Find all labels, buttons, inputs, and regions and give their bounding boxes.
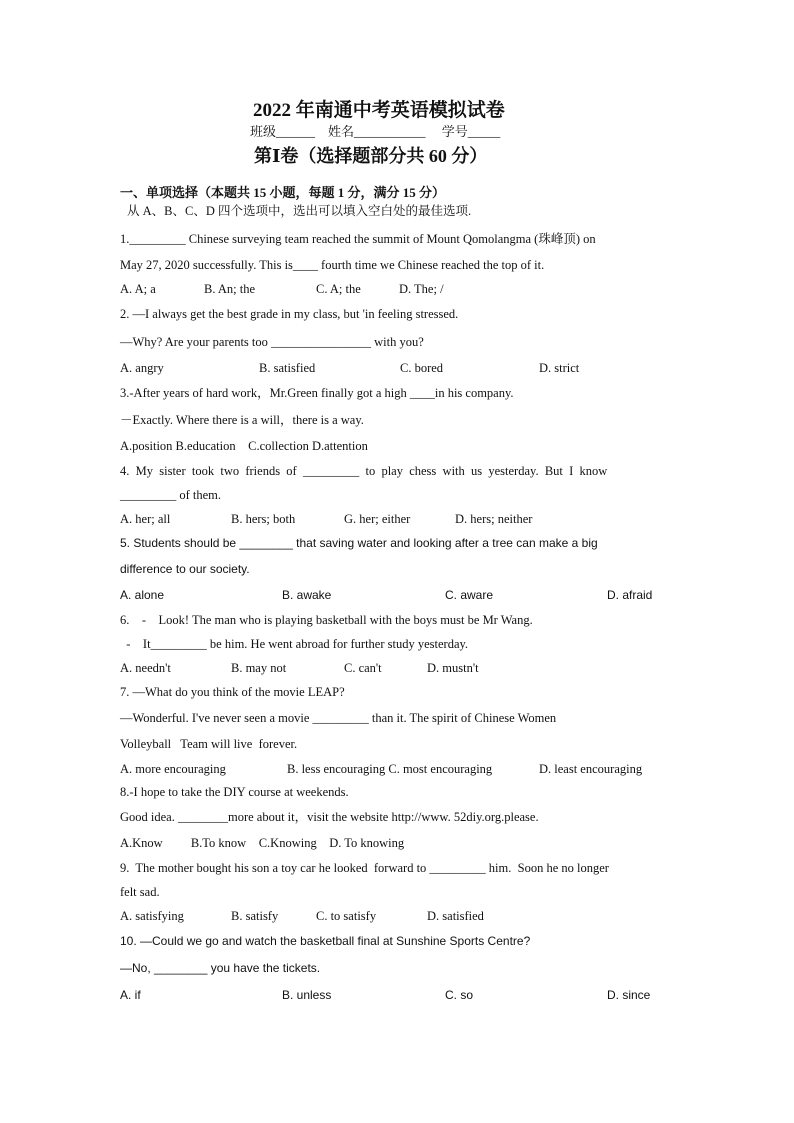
question-10-option-a: A. if	[120, 988, 141, 1002]
exam-title: 2022 年南通中考英语模拟试卷	[253, 100, 505, 121]
question-7-line-2: —Wonderful. I've never seen a movie _________ than it. The spirit of Chinese Women	[120, 711, 557, 725]
question-5-option-c: C. aware	[445, 588, 494, 602]
question-10-option-d: D. since	[607, 988, 651, 1002]
question-1-option-a: A. A; a	[120, 282, 156, 296]
question-6-line-2: - It_________ be him. He went abroad for further study yesterday.	[120, 637, 469, 651]
question-10-option-b: B. unless	[282, 988, 332, 1002]
question-1-line-1: 1._________ Chinese surveying team reached the summit of Mount Qomolangma (珠峰顶) on	[120, 232, 596, 246]
question-5-option-b: B. awake	[282, 588, 332, 602]
question-9-option-a: A. satisfying	[120, 909, 184, 923]
question-2-option-c: C. bored	[400, 361, 444, 375]
question-8-line-2: Good idea. ________more about it，visit the website http://www. 52diy.org.please.	[120, 810, 539, 824]
question-1-option-b: B. An; the	[204, 282, 256, 296]
question-7-option-d: D. least encouraging	[539, 762, 643, 776]
question-9-option-d: D. satisfied	[427, 909, 484, 923]
question-2-option-b: B. satisfied	[259, 361, 316, 375]
question-7-option-a: A. more encouraging	[120, 762, 226, 776]
question-10-option-c: C. so	[445, 988, 474, 1002]
question-5-line-1: 5. Students should be ________ that saving water and looking after a tree can make a big	[120, 536, 598, 550]
question-10-line-1: 10. —Could we go and watch the basketball final at Sunshine Sports Centre?	[120, 934, 531, 948]
question-4-line-2: _________ of them.	[120, 488, 222, 502]
section-instruction: 从 A、B、C、D 四个选项中，选出可以填入空白处的最佳选项.	[127, 204, 472, 218]
question-5-option-a: A. alone	[120, 588, 165, 602]
question-4-option-a: A. her; all	[120, 512, 171, 526]
student-info-fields: 班级______ 姓名___________ 学号_____	[250, 124, 501, 139]
question-2-line-2: —Why? Are your parents too ________________ with you?	[120, 335, 424, 349]
question-6-option-d: D. mustn't	[427, 661, 479, 675]
question-6-option-a: A. needn't	[120, 661, 171, 675]
section-heading: 一、单项选择（本题共 15 小题，每题 1 分，满分 15 分）	[120, 185, 446, 200]
question-6-line-1: 6. - Look! The man who is playing basketball with the boys must be Mr Wang.	[120, 613, 533, 627]
question-1-option-c: C. A; the	[316, 282, 361, 296]
question-7-line-1: 7. —What do you think of the movie LEAP?	[120, 685, 345, 699]
question-8-line-1: 8.-I hope to take the DIY course at weekends.	[120, 785, 349, 799]
question-4-option-d: D. hers; neither	[455, 512, 533, 526]
question-3-line-2: －Exactly. Where there is a will，there is a way.	[120, 413, 364, 427]
question-7-option-b-c: B. less encouraging C. most encouraging	[287, 762, 493, 776]
question-3-line-1: 3.-After years of hard work，Mr.Green finally got a high ____in his company.	[120, 386, 514, 400]
question-10-line-2: —No, ________ you have the tickets.	[120, 961, 321, 975]
question-1-line-2: May 27, 2020 successfully. This is____ fourth time we Chinese reached the top of it.	[120, 258, 545, 272]
question-9-line-1: 9. The mother bought his son a toy car he looked forward to _________ him. Soon he no longer	[120, 861, 609, 875]
question-3-options: A.position B.education C.collection D.attention	[120, 439, 368, 453]
question-4-option-b: B. hers; both	[231, 512, 296, 526]
question-9-option-b: B. satisfy	[231, 909, 279, 923]
question-4-option-c: G. her; either	[344, 512, 411, 526]
question-4-line-1: 4. My sister took two friends of _________ to play chess with us yesterday. But I know	[120, 464, 608, 478]
question-2-option-d: D. strict	[539, 361, 580, 375]
question-6-option-c: C. can't	[344, 661, 382, 675]
question-5-option-d: D. afraid	[607, 588, 653, 602]
question-1-option-d: D. The; /	[399, 282, 444, 296]
question-2-line-1: 2. —I always get the best grade in my class, but 'in feeling stressed.	[120, 307, 459, 321]
question-2-option-a: A. angry	[120, 361, 164, 375]
question-6-option-b: B. may not	[231, 661, 287, 675]
question-5-line-2: difference to our society.	[120, 562, 250, 576]
question-9-line-2: felt sad.	[120, 885, 160, 899]
question-7-line-3: Volleyball Team will live forever.	[120, 737, 298, 751]
volume-heading: 第Ⅰ卷（选择题部分共 60 分）	[254, 146, 488, 166]
question-8-options: A.Know B.To know C.Knowing D. To knowing	[120, 836, 405, 850]
question-9-option-c: C. to satisfy	[316, 909, 377, 923]
